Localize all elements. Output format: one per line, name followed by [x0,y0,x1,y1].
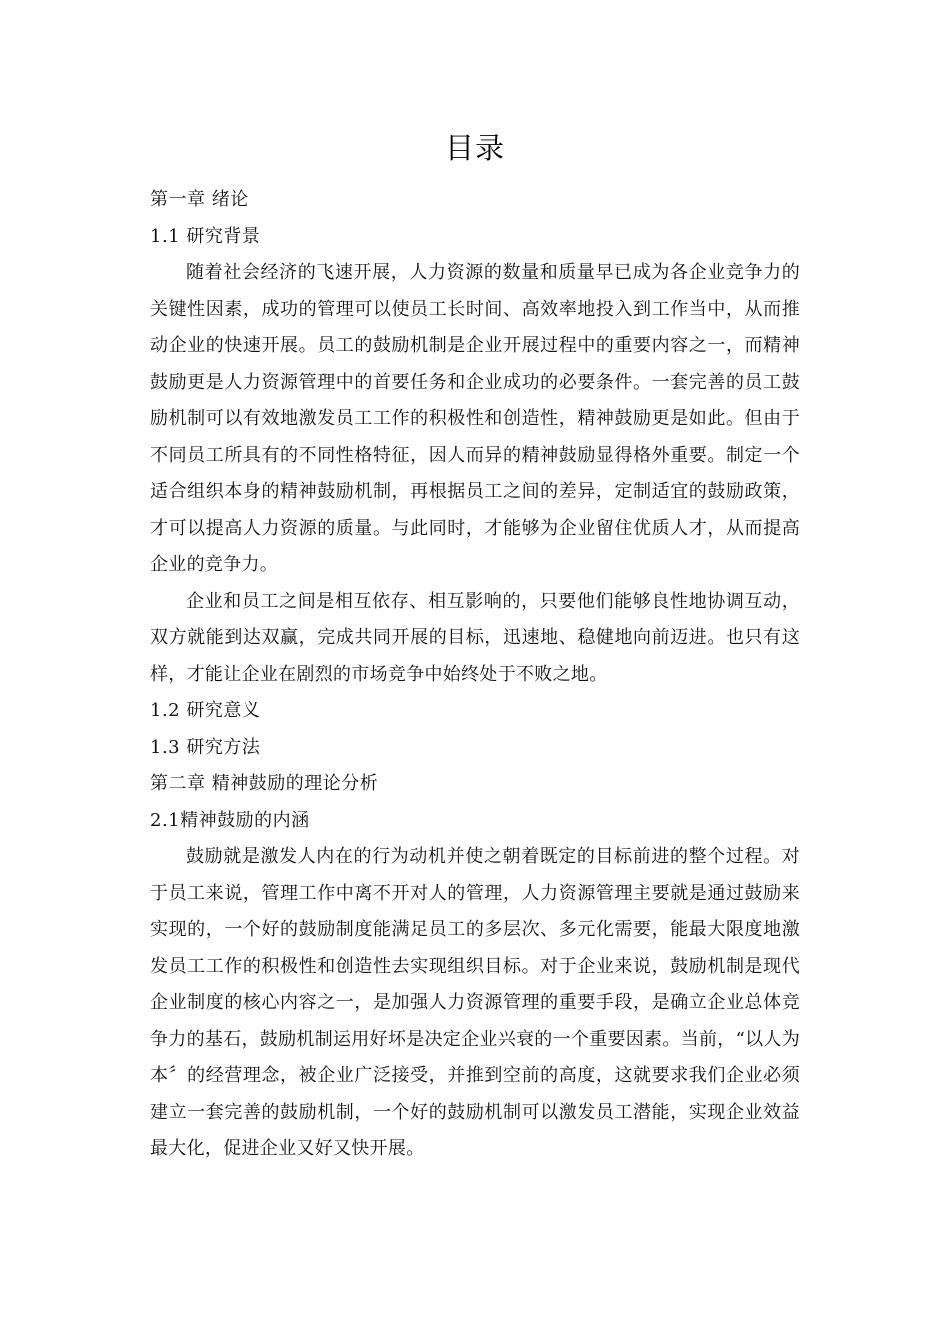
section-2-1-heading: 2.1精神鼓励的内涵 [150,809,310,831]
section-1-3-heading: 1.3 研究方法 [150,736,261,758]
section-1-2-heading: 1.2 研究意义 [150,700,261,721]
document-body [150,182,800,1168]
chapter-1-heading: 第一章 绪论 [150,189,249,210]
section-1-1-heading: 1.1 研究背景 [150,225,261,247]
page-title: 目录 [444,131,505,165]
section-1-1-paragraph-2: 企业和员工之间是相互依存、相互影响的，只要他们能够良性地协调互动，双方就能到达双赢，完成共同开展的目标，迅速地、稳健地向前迈进。也只有这样，才能让企业在剧烈的市场竞争中始终处于不败之地。 [150,590,800,685]
section-2-1-paragraph-1: 鼓励就是激发人内在的行为动机并使之朝着既定的目标前进的整个过程。对于员工来说，管理工作中离不开对人的管理，人力资源管理主要就是通过鼓励来实现的，一个好的鼓励制度能满足员工的多层次、多元化需要，能最大限度地激发员工工作的积极性和创造性去实现组织目标。对于企业来说，鼓励机制是现代企业制度的核心内容之一，是加强人力资源管理的重要手段，是确立企业总体竞争力的基石，鼓励机制运用好坏是决定企业兴衰的一个重要因素。当前，“以人为本〞的经营理念，被企业广泛接受，并推到空前的高度，这就要求我们企业必须建立一套完善的鼓励机制，一个好的鼓励机制可以激发员工潜能，实现企业效益最大化，促进企业又好又快开展。 [150,846,800,1159]
section-1-1-paragraph-1: 随着社会经济的飞速开展，人力资源的数量和质量早已成为各企业竞争力的关键性因素，成功的管理可以使员工长时间、高效率地投入到工作当中，从而推动企业的快速开展。员工的鼓励机制是企业开展过程中的重要内容之一，而精神鼓励更是人力资源管理中的首要任务和企业成功的必要条件。一套完善的员工鼓励机制可以有效地激发员工工作的积极性和创造性，精神鼓励更是如此。但由于不同员工所具有的不同性格特征，因人而异的精神鼓励显得格外重要。制定一个适合组织本身的精神鼓励机制，再根据员工之间的差异，定制适宜的鼓励政策，才可以提高人力资源的质量。与此同时，才能够为企业留住优质人才，从而提高企业的竞争力。 [150,262,800,575]
chapter-2-heading: 第二章 精神鼓励的理论分析 [150,773,379,794]
